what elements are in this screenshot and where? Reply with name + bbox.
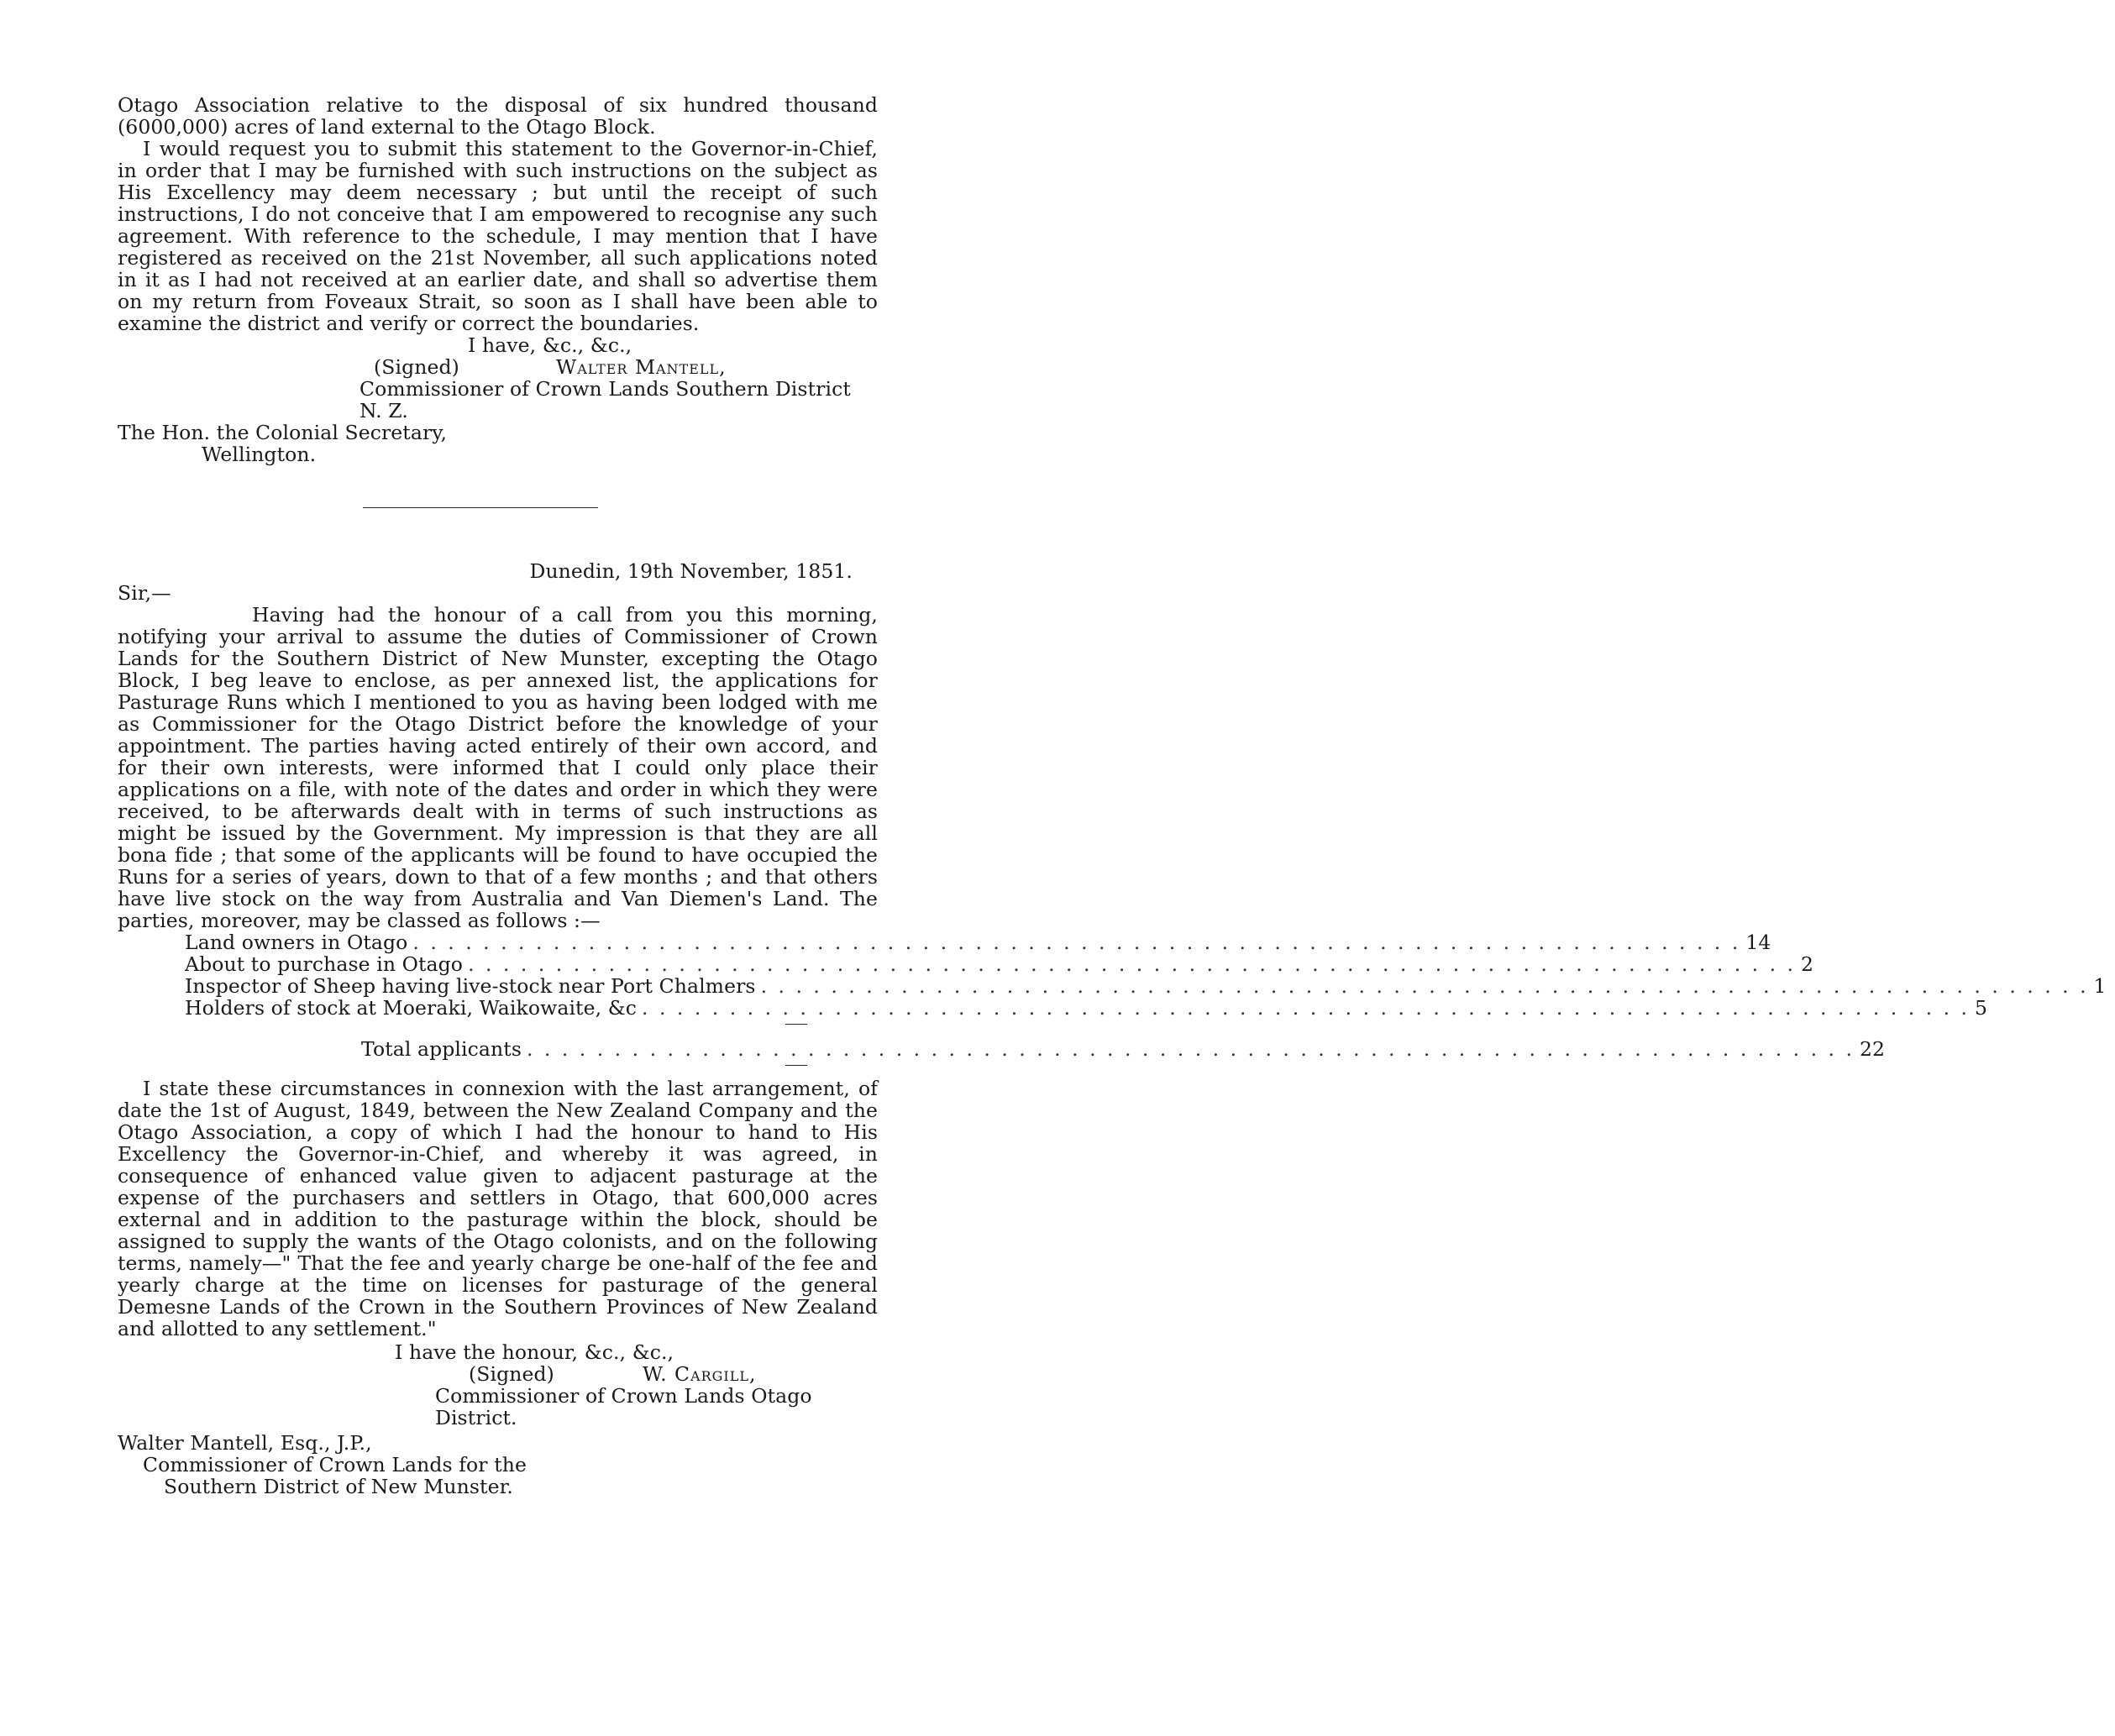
total-row: Total applicants . . . . . . . . . . . . . . . . . . . . . . . . . . . . . . . . . . . . . . . . . . . . . . . . . . . . . . . . . . . . . . . . . . . . . . . . . . . . 22 [361,1038,874,1060]
letter1-signatory: Walter Mantell, [556,355,727,379]
section-divider [363,507,598,508]
letter2-addressee: Walter Mantell, Esq., J.P., [118,1431,372,1455]
letter2-closing: I have the honour, &c., &c., [395,1340,674,1364]
letter1-addressee: The Hon. the Colonial Secretary, [118,421,448,444]
letter2-addressee-line2: Commissioner of Crown Lands for the [143,1453,527,1476]
letter1-addressee-city: Wellington. [202,443,317,466]
letter1-opening: Otago Association relative to the disposal of six hundred thousand (6000,000) acres of land external to the Otago Block. [118,93,878,139]
sum-rule-top [785,1024,807,1025]
applicants-list [185,931,2107,1020]
letter2-body2: I state these circumstances in connexion with the last arrangement, of date the 1st of August, 1849, between the New Zealand Company and the Otago Association, a copy of which I had the honour to hand to His Excellency the Governor-in-Chief, and whereby it was agreed, in consequence of enhanced value given to adjacent pasturage at the expense of the purchasers and settlers in Otago, that 600,000 acres external and in addition to the pasturage within the block, should be assigned to supply the wants of the Otago colonists, and on the following terms, namely—" That the fee and yearly charge be one-half of the fee and yearly charge at the time on licenses for pasturage of the general Demesne Lands of the Crown in the Southern Provinces of New Zealand and allotted to any settlement." [118,1077,878,1340]
letter2-dateline: Dunedin, 19th November, 1851. [529,559,853,583]
total-count: 22 [1859,1037,1886,1061]
letter2-salutation: Sir,— [118,581,171,605]
letter2-signatory: W. Cargill, [643,1362,757,1386]
list-item: Inspector of Sheep having live-stock near Port Chalmers . . . . . . . . . . . . . . . . . . . . . . . . . . . . . . . . . . . . . . . . . . . . . . . . . . . . . . . . . . . . . . . . . . . . . . . . . . . . 1 [185,974,2107,998]
letter2-signature-line [469,1363,878,1385]
sum-rule-bottom [785,1065,807,1066]
list-item: Land owners in Otago . . . . . . . . . . . . . . . . . . . . . . . . . . . . . . . . . . . . . . . . . . . . . . . . . . . . . . . . . . . . . . . . . . . . . . . . . . . . 14 [185,931,1771,954]
total-label: Total applicants [361,1037,522,1061]
letter2-title: Commissioner of Crown Lands Otago District. [435,1384,812,1429]
list-item: Holders of stock at Moeraki, Waikowaite, &c . . . . . . . . . . . . . . . . . . . . . . . . . . . . . . . . . . . . . . . . . . . . . . . . . . . . . . . . . . . . . . . . . . . . . . . . . . . . 5 [185,996,1988,1020]
letter1-signature-line [374,356,878,378]
letter2-body1: Having had the honour of a call from you this morning, notifying your arrival to assume the duties of Commissioner of Crown Lands for the Southern District of New Munster, excepting the Otago Block, I beg leave to enclose, as per annexed list, the applications for Pasturage Runs which I mentioned to you as having been lodged with me as Commissioner for the Otago District before the knowledge of your appointment. The parties having acted entirely of their own accord, and for their own interests, were informed that I could only place their applications on a file, with note of the dates and order in which they were received, to be afterwards dealt with in terms of such instructions as might be issued by the Government. My impression is that they are all bona fide ; that some of the applicants will be found to have occupied the Runs for a series of years, down to that of a few months ; and that others have live stock on the way from Australia and Van Diemen's Land. The parties, moreover, may be classed as follows :— [118,603,878,932]
letter1-body: I would request you to submit this statement to the Governor-in-Chief, in order that I may be furnished with such instructions on the subject as His Excellency may deem necessary ; but until the receipt of such instructions, I do not conceive that I am empowered to recognise any such agreement. With reference to the schedule, I may mention that I have registered as received on the 21st November, all such applications noted in it as I had not received at an earlier date, and shall so advertise them on my return from Foveaux Strait, so soon as I shall have been able to examine the district and verify or correct the boundaries. [118,137,878,335]
document-page [118,93,2107,1498]
letter2-addressee-line3: Southern District of New Munster. [164,1475,513,1498]
letter1-closing: I have, &c., &c., [468,333,632,357]
letter1-signed: (Signed) [374,355,459,379]
letter1-title: Commissioner of Crown Lands Southern District N. Z. [359,377,851,422]
list-item: About to purchase in Otago . . . . . . . . . . . . . . . . . . . . . . . . . . . . . . . . . . . . . . . . . . . . . . . . . . . . . . . . . . . . . . . . . . . . . . . . . . . . 2 [185,952,1814,976]
letter2-signed: (Signed) [469,1362,554,1386]
